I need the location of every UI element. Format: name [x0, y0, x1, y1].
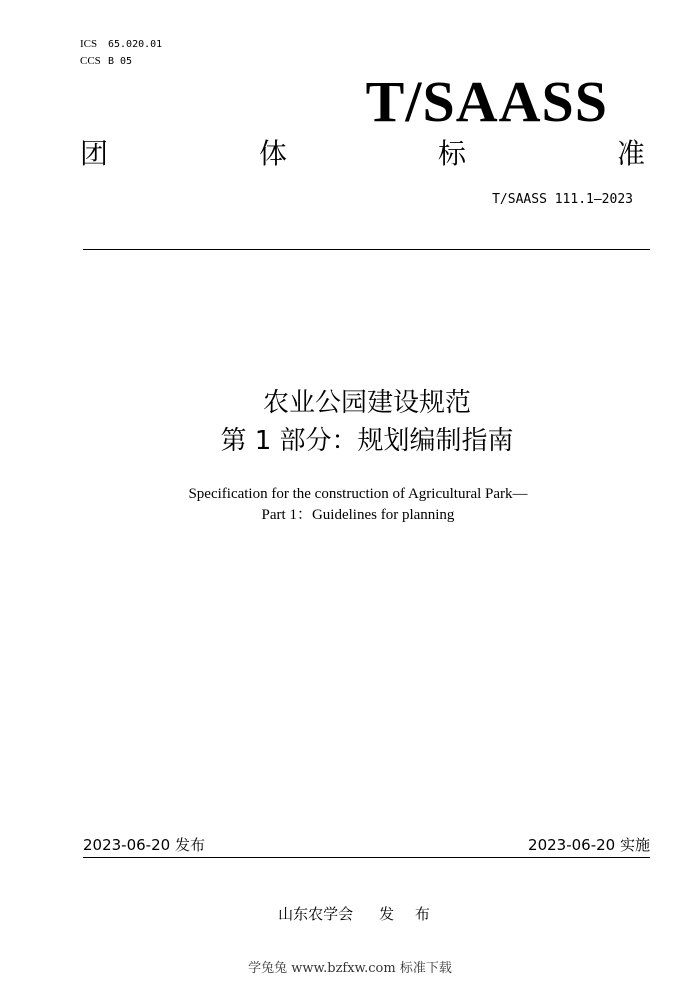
standard-type-char: 团 [80, 137, 109, 170]
english-title-line-1: Specification for the construction of Agricultural Park— [188, 486, 528, 502]
chinese-title-line-1: 农业公园建设规范 [262, 388, 471, 418]
implement-date: 2023-06-20 实施 [528, 836, 650, 854]
ccs-label: CCS [80, 55, 101, 67]
ics-line [80, 36, 162, 53]
publish-date: 2023-06-20 发布 [83, 836, 205, 854]
download-watermark: 学兔兔 www.bzfxw.com 标准下载 [248, 961, 452, 976]
ics-value: 65.020.01 [108, 39, 163, 50]
ics-label: ICS [80, 38, 98, 50]
publisher-name: 山东农学会 [278, 905, 354, 923]
standard-type-char: 体 [258, 137, 287, 170]
standard-type-char: 标 [437, 137, 466, 170]
bottom-divider [83, 857, 650, 858]
english-title-line-2: Part 1：Guidelines for planning [261, 507, 455, 523]
publisher-line [0, 903, 700, 925]
classification-codes [80, 36, 162, 70]
ccs-line [80, 53, 162, 70]
standard-type-heading [80, 134, 645, 174]
standard-number: T/SAASS 111.1—2023 [492, 192, 633, 207]
chinese-title-line-2: 第 1 部分：规划编制指南 [220, 426, 514, 456]
ccs-value: B 05 [108, 56, 133, 67]
org-code-logo: T/SAASS [365, 69, 608, 134]
top-divider [83, 249, 650, 250]
publisher-action: 发 布 [379, 905, 438, 923]
standard-type-char: 准 [616, 137, 645, 170]
